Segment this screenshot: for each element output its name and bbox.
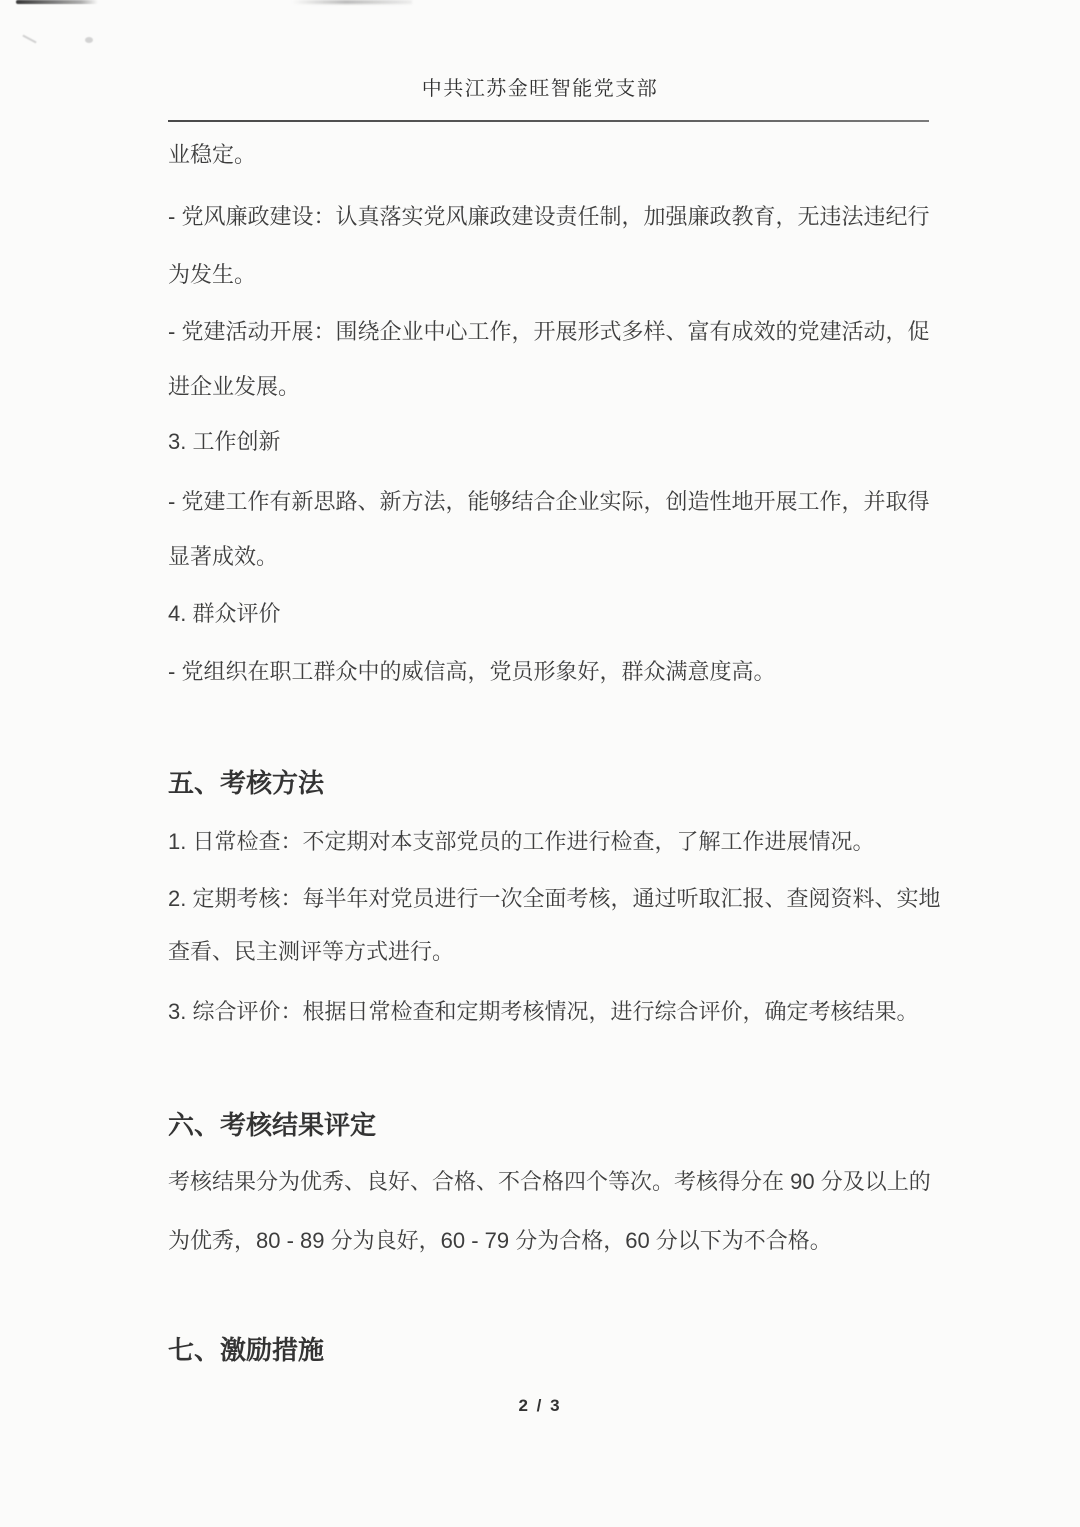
scan-streak-top-middle (292, 0, 412, 4)
doc-text-line: 查看、民主测评等方式进行。 (168, 939, 455, 964)
header-divider-rule (168, 120, 929, 122)
doc-text-line: 考核结果分为优秀、良好、合格、不合格四个等次。考核得分在 90 分及以上的 (168, 1169, 931, 1194)
doc-text-line: 为优秀，80 - 89 分为良好，60 - 79 分为合格，60 分以下为不合格。 (168, 1228, 832, 1253)
doc-text-line: - 党建工作有新思路、新方法，能够结合企业实际，创造性地开展工作，并取得 (168, 489, 930, 514)
doc-section-heading: 六、考核结果评定 (168, 1110, 377, 1140)
doc-text-line: 进企业发展。 (168, 374, 301, 399)
scan-smudge-dot (85, 37, 93, 43)
scan-streak-top-left (16, 0, 98, 4)
document-header-title: 中共江苏金旺智能党支部 (421, 78, 659, 100)
doc-section-heading: 七、激励措施 (168, 1335, 325, 1365)
page-number: 2 / 3 (518, 1396, 562, 1415)
doc-text-line: 3. 综合评价：根据日常检查和定期考核情况，进行综合评价，确定考核结果。 (168, 999, 919, 1024)
doc-section-heading: 五、考核方法 (168, 768, 325, 798)
doc-text-line: - 党组织在职工群众中的威信高，党员形象好，群众满意度高。 (168, 659, 776, 684)
doc-text-line: - 党建活动开展：围绕企业中心工作，开展形式多样、富有成效的党建活动，促 (168, 319, 930, 344)
doc-text-line: 2. 定期考核：每半年对党员进行一次全面考核，通过听取汇报、查阅资料、实地 (168, 886, 941, 911)
doc-text-line: 4. 群众评价 (168, 601, 281, 626)
doc-text-line: - 党风廉政建设：认真落实党风廉政建设责任制，加强廉政教育，无违法违纪行 (168, 204, 930, 229)
doc-text-line: 显著成效。 (168, 544, 279, 569)
doc-text-line: 为发生。 (168, 262, 257, 287)
scan-smudge-tick (22, 35, 36, 44)
doc-text-line: 3. 工作创新 (168, 429, 281, 454)
doc-text-line: 1. 日常检查：不定期对本支部党员的工作进行检查，了解工作进展情况。 (168, 829, 875, 854)
doc-text-line: 业稳定。 (168, 142, 257, 167)
